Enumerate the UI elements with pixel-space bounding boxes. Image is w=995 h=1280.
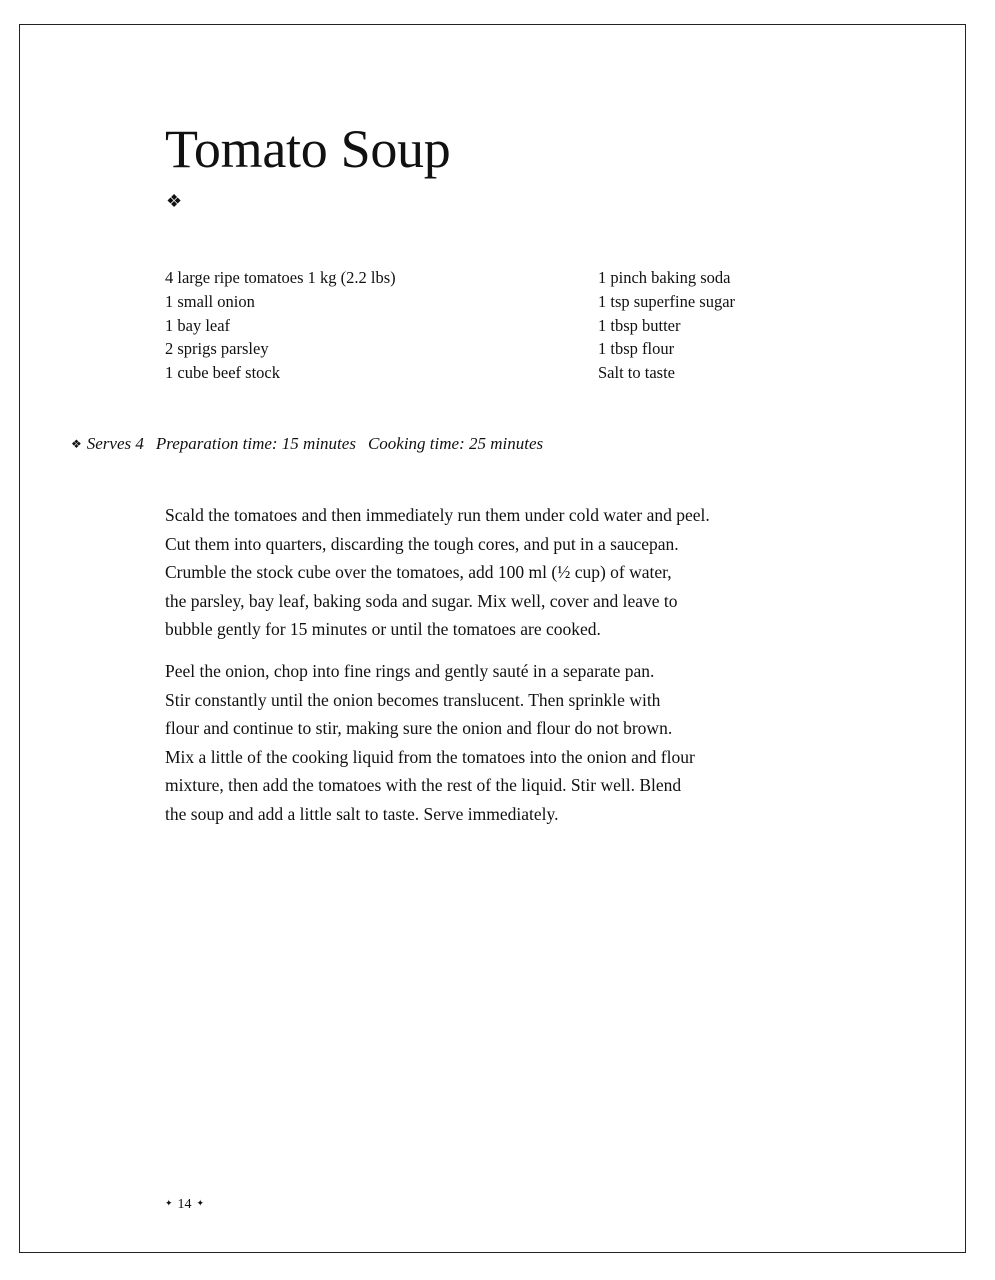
ingredient-item: 4 large ripe tomatoes 1 kg (2.2 lbs) [165, 268, 396, 287]
paragraph-line: flour and continue to stir, making sure the onion and flour do not brown. [165, 718, 673, 739]
ingredient-item: 1 cube beef stock [165, 363, 280, 383]
page-number [165, 1193, 204, 1215]
paragraph-line: Cut them into quarters, discarding the tough cores, and put in a saucepan. [165, 533, 679, 554]
paragraph-line: Peel the onion, chop into fine rings and gently sauté in a separate pan. [165, 661, 655, 681]
instructions-paragraph-2 [165, 657, 865, 829]
title-ornament-icon: ❖ [166, 191, 183, 212]
paragraph-line: the soup and add a little salt to taste. Serve immediately. [165, 803, 559, 824]
paragraph-line: Mix a little of the cooking liquid from the tomatoes into the onion and flour [165, 746, 695, 767]
cook-time-text: Cooking time: 25 minutes [367, 434, 544, 453]
paragraph-line: Crumble the stock cube over the tomatoes, add 100 ml (½ cup) of water, [165, 562, 672, 583]
prep-time-text: Preparation time: 15 minutes [155, 434, 356, 453]
ingredient-item: 1 tbsp flour [598, 339, 675, 359]
ingredient-item: 1 tbsp butter [598, 315, 681, 335]
ingredient-item: 1 tsp superfine sugar [598, 291, 736, 311]
ingredient-item: 1 small onion [165, 291, 255, 311]
page-number-ornament-left-icon: ✦ [165, 1198, 173, 1208]
ingredient-item: Salt to taste [598, 363, 675, 383]
ingredients-list-left [165, 266, 396, 385]
page-number-value: 14 [177, 1197, 192, 1212]
serves-text: Serves 4 [86, 434, 144, 453]
paragraph-line: mixture, then add the tomatoes with the rest of the liquid. Stir well. Blend [165, 775, 682, 796]
page-number-ornament-right-icon: ✦ [196, 1198, 205, 1208]
paragraph-line: Stir constantly until the onion becomes translucent. Then sprinkle with [165, 689, 661, 710]
meta-ornament-icon: ❖ [71, 437, 82, 451]
instructions-paragraph-1 [165, 501, 865, 644]
ingredients-list-right [598, 266, 735, 385]
recipe-meta [71, 432, 543, 456]
recipe-title: Tomato Soup [165, 119, 451, 179]
paragraph-line: bubble gently for 15 minutes or until the tomatoes are cooked. [165, 619, 601, 640]
paragraph-line: the parsley, bay leaf, baking soda and sugar. Mix well, cover and leave to [165, 590, 678, 611]
ingredient-item: 1 pinch baking soda [598, 268, 731, 287]
ingredient-item: 2 sprigs parsley [165, 339, 269, 359]
paragraph-line: Scald the tomatoes and then immediately run them under cold water and peel. [165, 505, 710, 525]
ingredient-item: 1 bay leaf [165, 315, 231, 335]
